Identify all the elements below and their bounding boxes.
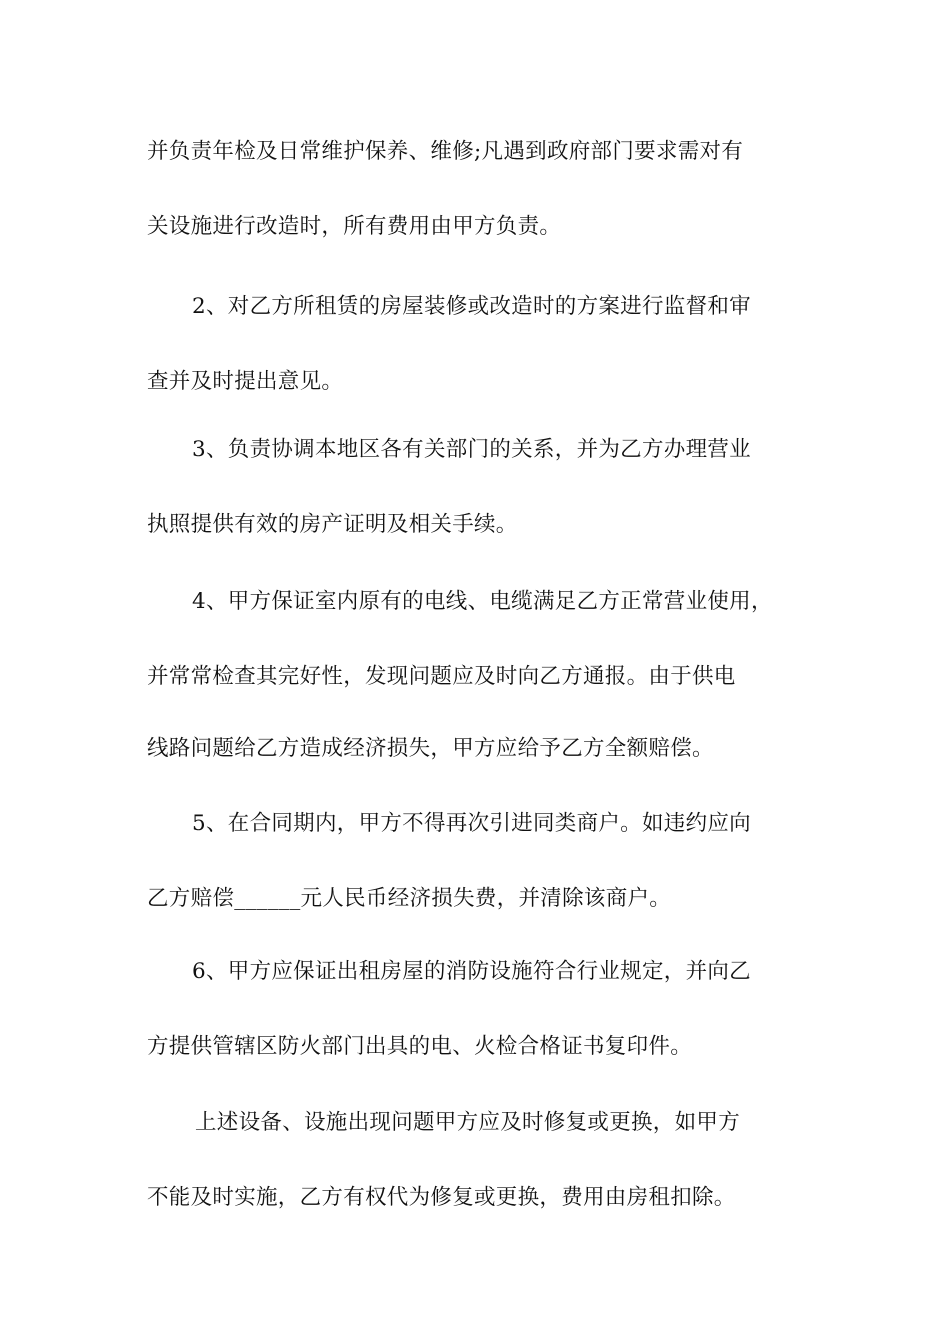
text-line: 线路问题给乙方造成经济损失，甲方应给予乙方全额赔偿。	[147, 736, 714, 761]
text-line: 乙方赔偿______元人民币经济损失费，并清除该商户。	[147, 886, 672, 911]
text-line: 4、甲方保证室内原有的电线、电缆满足乙方正常营业使用，	[192, 589, 773, 614]
text-line: 上述设备、设施出现问题甲方应及时修复或更换，如甲方	[195, 1110, 741, 1135]
text-line: 查并及时提出意见。	[147, 369, 344, 394]
text-line: 方提供管辖区防火部门出具的电、火检合格证书复印件。	[147, 1034, 693, 1059]
text-line: 3、负责协调本地区各有关部门的关系，并为乙方办理营业	[192, 437, 751, 462]
text-line: 不能及时实施，乙方有权代为修复或更换，费用由房租扣除。	[147, 1185, 736, 1210]
text-line: 5、在合同期内，甲方不得再次引进同类商户。如违约应向	[192, 811, 751, 836]
text-line: 2、对乙方所租赁的房屋装修或改造时的方案进行监督和审	[192, 294, 751, 319]
text-line: 并负责年检及日常维护保养、维修;凡遇到政府部门要求需对有	[147, 139, 744, 164]
text-line: 执照提供有效的房产证明及相关手续。	[147, 512, 518, 537]
text-line: 6、甲方应保证出租房屋的消防设施符合行业规定，并向乙	[192, 959, 751, 984]
text-line: 关设施进行改造时，所有费用由甲方负责。	[147, 214, 562, 239]
text-line: 并常常检查其完好性，发现问题应及时向乙方通报。由于供电	[147, 664, 736, 689]
